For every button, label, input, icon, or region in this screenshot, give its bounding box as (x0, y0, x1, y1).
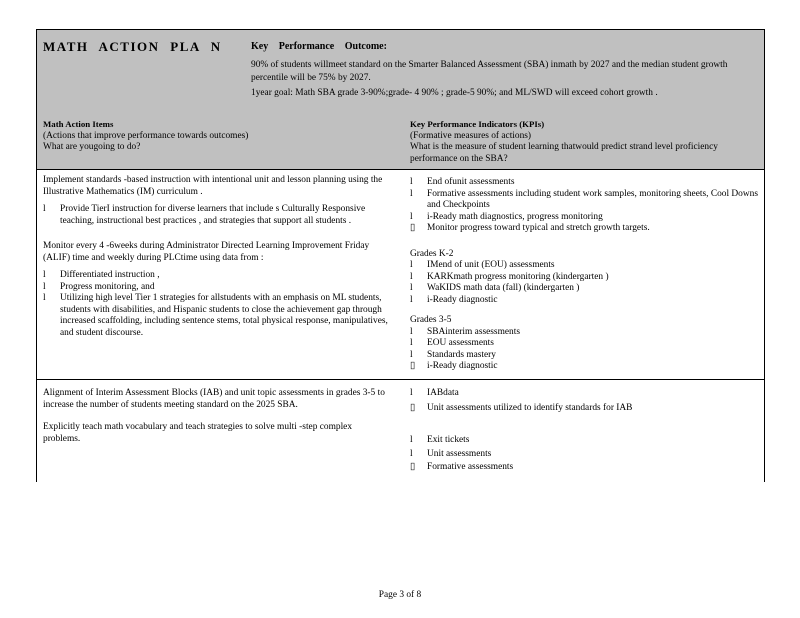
list-item: l Standards mastery (410, 349, 496, 360)
monitor-paragraph: Monitor every 4 -6weeks during Administrator Directed Learning Improvement Friday (ALIF) time and weekly during PLCtime using data from : (43, 241, 370, 263)
action-paragraph: Implement standards -based instruction with intentional unit and lesson planning using the Illustrative Mathematics (IM) curriculum . (43, 175, 383, 197)
list-item: l IMend of unit (EOU) assessments (410, 260, 555, 270)
bullet-icon: l (410, 349, 413, 360)
list-item: l Differentiated instruction , (43, 270, 160, 280)
bullet-icon: l (410, 338, 413, 348)
row1-kpis (410, 177, 760, 373)
table-row (37, 380, 764, 482)
bullet-icon: l (43, 281, 46, 292)
list-item: l End ofunit assessments (410, 177, 515, 187)
list-item: l Unit assessments (410, 448, 492, 459)
plan-title: MATH ACTION PLA N (43, 39, 222, 54)
alignment-paragraph: Alignment of Interim Assessment Blocks (IAB) and unit topic assessments in grades 3-5 to increase the number of students meeting standard on the 2025 SBA. (43, 388, 385, 410)
action-items-heading (43, 119, 383, 154)
list-item: l EOU assessments (410, 338, 494, 348)
action-items-subtitle: (Actions that improve performance towards outcomes) (43, 130, 249, 141)
checkbox-icon: ▯ (410, 223, 416, 233)
action-items-question: What are yougoing to do? (43, 142, 141, 152)
bullet-icon: l (410, 211, 413, 222)
list-item: l i-Ready diagnostic (410, 294, 498, 305)
bullet-icon: l (410, 326, 413, 337)
kpi-bullets (410, 177, 760, 235)
list-item: ▯ Formative assessments (410, 462, 514, 472)
bullet-icon: l (410, 294, 413, 305)
kpi-question: What is the measure of student learning thatwould predict strand level proficiency performance on the SBA? (410, 142, 718, 164)
list-item: l SBAinterim assessments (410, 326, 520, 337)
bullet-icon: l (410, 260, 413, 270)
list-item: l KARKmath progress monitoring (kindergarten ) (410, 271, 609, 282)
table-row (37, 170, 764, 380)
checkbox-icon: ▯ (410, 402, 416, 413)
bullet-icon: l (410, 435, 413, 445)
bullet-icon: l (43, 270, 46, 280)
action-items-title: Math Action Items (43, 119, 114, 129)
one-year-goal: 1year goal: Math SBA grade 3-90%;grade- 4 90% ; grade-5 90%; and ML/SWD will exceed cohort growth . (251, 88, 658, 98)
kpi-subtitle: (Formative measures of actions) (410, 130, 532, 141)
monitor-bullets (43, 270, 391, 339)
kpo-label: Key Performance Outcome: (251, 41, 387, 52)
k2-bullets (410, 260, 760, 306)
bullet-icon: l (410, 448, 413, 459)
list-item: l IABdata (410, 388, 459, 398)
kpi-title: Key Performance Indicators (KPIs) (410, 119, 545, 129)
list-item: l Exit tickets (410, 435, 470, 445)
bullet-icon: l (410, 388, 413, 398)
bullet-icon: l (410, 188, 413, 199)
bullet-icon: l (410, 271, 413, 282)
g35-bullets (410, 327, 760, 373)
row1-actions (43, 175, 391, 339)
action-plan-table (36, 29, 765, 482)
checkbox-icon: ▯ (410, 462, 416, 472)
table-header (37, 30, 764, 170)
bullet-icon: l (410, 283, 413, 293)
list-item: l Formative assessments including student work samples, monitoring sheets, Cool Downs and Checkpoints (410, 188, 758, 210)
bullet-icon: l (410, 177, 413, 187)
list-item: l Progress monitoring, and (43, 281, 155, 292)
list-item: ▯ Monitor progress toward typical and stretch growth targets. (410, 223, 650, 233)
kpi-heading (410, 119, 755, 165)
bullet-icon: l (43, 293, 46, 303)
action-bullets (43, 204, 391, 227)
exit-bullets (410, 435, 760, 474)
list-item: l Utilizing high level Tier 1 strategies for allstudents with an emphasis on ML students, students with disabilities, and Hispanic students to close the achievement gap through increased scaffolding, including sentence stems, total physical response, manipulatives, and student discourse. (43, 293, 388, 338)
grades-35-label: Grades 3-5 (410, 315, 452, 325)
row2-actions (43, 388, 391, 445)
list-item: l i-Ready math diagnostics, progress monitoring (410, 211, 603, 222)
row2-kpis (410, 388, 760, 474)
page-number: Page 3 of 8 (378, 590, 422, 600)
list-item: ▯ i-Ready diagnostic (410, 361, 498, 371)
checkbox-icon: ▯ (410, 361, 416, 371)
bullet-icon: l (43, 204, 46, 214)
list-item: ▯ Unit assessments utilized to identify standards for IAB (410, 402, 633, 413)
list-item: l WaKIDS math data (fall) (kindergarten ) (410, 283, 580, 293)
iab-bullets (410, 388, 760, 414)
kpo-text: 90% of students willmeet standard on the Smarter Balanced Assessment (SBA) inmath by 2027 and the median student growth percentile will be 75% by 2027. (251, 60, 728, 83)
grades-k2-label: Grades K-2 (410, 248, 454, 259)
vocabulary-paragraph: Explicitly teach math vocabulary and teach strategies to solve multi -step complex problems. (43, 422, 353, 444)
list-item: l Provide TierI instruction for diverse learners that include s Culturally Responsive teaching, instructional best practices , and strategies that support all students . (43, 204, 366, 226)
